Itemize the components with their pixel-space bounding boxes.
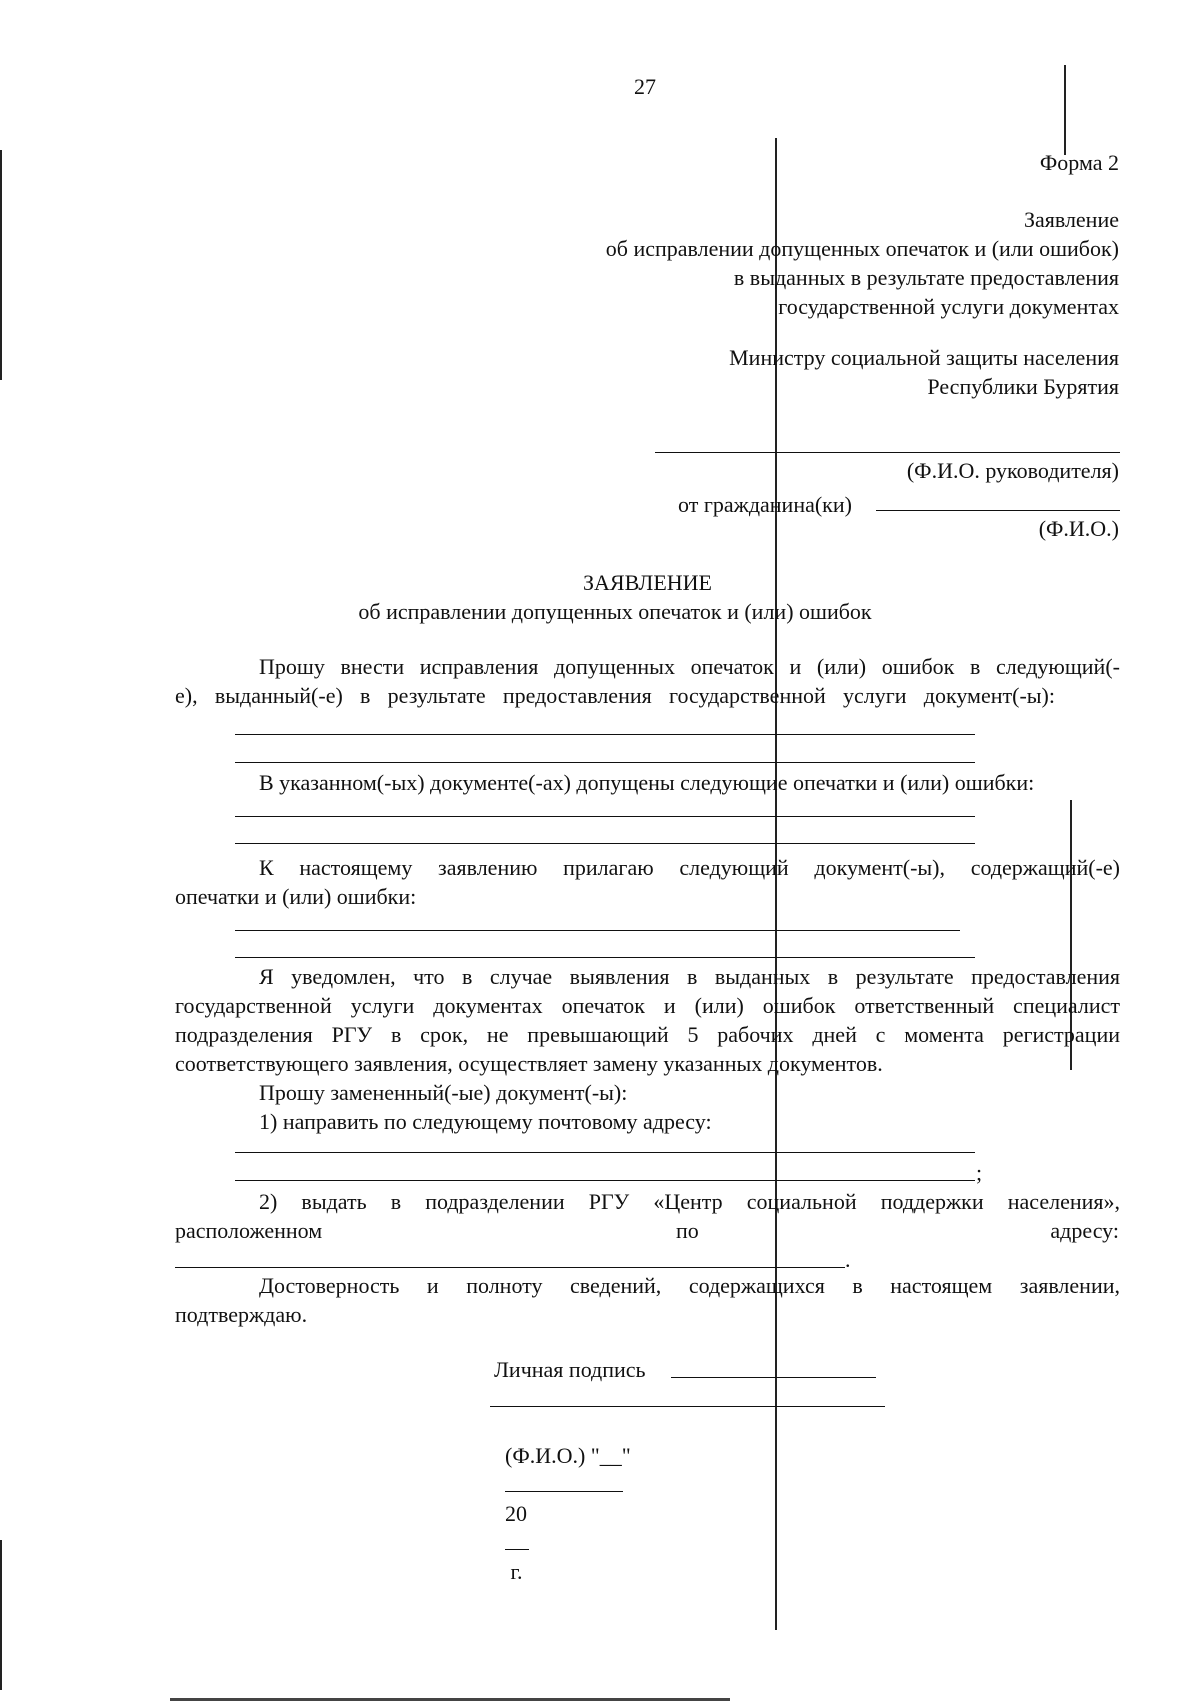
scan-margin-line-right	[1064, 65, 1066, 155]
header-title-line: государственной услуги документах	[778, 294, 1119, 319]
fio-date-prefix: (Ф.И.О.) "__"	[505, 1443, 637, 1468]
header-title	[419, 205, 1119, 321]
form-label: Форма 2	[1039, 150, 1119, 175]
signature-fio-top-line	[490, 1406, 885, 1407]
date-month-blank	[505, 1471, 623, 1492]
page-number: 27	[634, 74, 656, 99]
confirm-line-1: Достоверность и полноту сведений, содержащихся в настоящем заявлении,	[259, 1273, 1120, 1298]
option-2-word-address: адресу:	[1050, 1218, 1119, 1243]
option-2-word-located: расположенном	[175, 1218, 323, 1243]
fio-caption: (Ф.И.О.)	[1038, 516, 1119, 541]
head-fio-line	[655, 452, 1120, 453]
addressee-line: Республики Бурятия	[927, 374, 1119, 399]
notice-line: Я уведомлен, что в случае выявления в выданных в результате предоставления	[259, 964, 1120, 989]
replace-request: Прошу замененный(-ые) документ(-ы):	[259, 1080, 628, 1105]
errors-fill-line-1	[235, 816, 975, 817]
fio-date-line	[494, 1412, 636, 1586]
request-fill-line-2	[235, 762, 975, 763]
scan-bottom-artifact	[170, 1698, 730, 1701]
header-title-line: в выданных в результате предоставления	[733, 265, 1119, 290]
option-2-word-by: по	[676, 1218, 699, 1243]
attach-line-2: опечатки и (или) ошибки:	[175, 884, 417, 909]
option-1: 1) направить по следующему почтовому адресу:	[259, 1109, 712, 1134]
option1-fill-line-2	[235, 1180, 975, 1181]
option2-fill-line	[175, 1267, 845, 1268]
option2-end: .	[845, 1247, 851, 1272]
from-fio-line	[876, 510, 1120, 511]
notice-line: соответствующего заявления, осуществляет замену указанных документов.	[175, 1051, 883, 1076]
head-fio-caption: (Ф.И.О. руководителя)	[906, 458, 1119, 483]
option1-end: ;	[976, 1160, 983, 1185]
header-title-line: об исправлении допущенных опечаток и (или ошибок)	[605, 236, 1119, 261]
date-suffix: г.	[505, 1559, 523, 1584]
header-title-line: Заявление	[1023, 207, 1119, 232]
addressee-line: Министру социальной защиты населения	[729, 345, 1119, 370]
attach-fill-line-1	[235, 930, 960, 931]
notice-line: государственной услуги документах опечаток и (или) ошибок ответственный специалист	[175, 993, 1120, 1018]
doc-subtitle: об исправлении допущенных опечаток и (или) ошибок	[358, 599, 872, 624]
request-line-2: е), выданный(-е) в результате предоставления государственной услуги документ(-ы):	[175, 683, 1055, 708]
option1-fill-line-1	[235, 1152, 975, 1153]
doc-title: ЗАЯВЛЕНИЕ	[583, 570, 712, 595]
date-year: 20	[505, 1501, 527, 1526]
addressee	[419, 343, 1119, 401]
from-label: от гражданина(ки)	[678, 492, 852, 517]
attach-fill-line-2	[235, 957, 975, 958]
notice-line: подразделения РГУ в срок, не превышающий 5 рабочих дней с момента регистрации	[175, 1022, 1120, 1047]
scan-margin-line-left-lower	[0, 1540, 2, 1690]
errors-label: В указанном(-ых) документе(-ах) допущены следующие опечатки и (или) ошибки:	[259, 770, 1035, 795]
request-line-1: Прошу внести исправления допущенных опечаток и (или) ошибок в следующий(-	[259, 654, 1120, 679]
attach-line-1: К настоящему заявлению прилагаю следующий документ(-ы), содержащий(-е)	[259, 855, 1120, 880]
signature-label: Личная подпись	[494, 1357, 646, 1382]
errors-fill-line-2	[235, 843, 975, 844]
request-fill-line-1	[235, 734, 975, 735]
scan-margin-line-left	[0, 150, 2, 380]
confirm-line-2: подтверждаю.	[175, 1302, 308, 1327]
option-2-line-1: 2) выдать в подразделении РГУ «Центр социальной поддержки населения»,	[259, 1189, 1120, 1214]
date-year-blank	[505, 1529, 529, 1550]
signature-line	[671, 1377, 876, 1378]
